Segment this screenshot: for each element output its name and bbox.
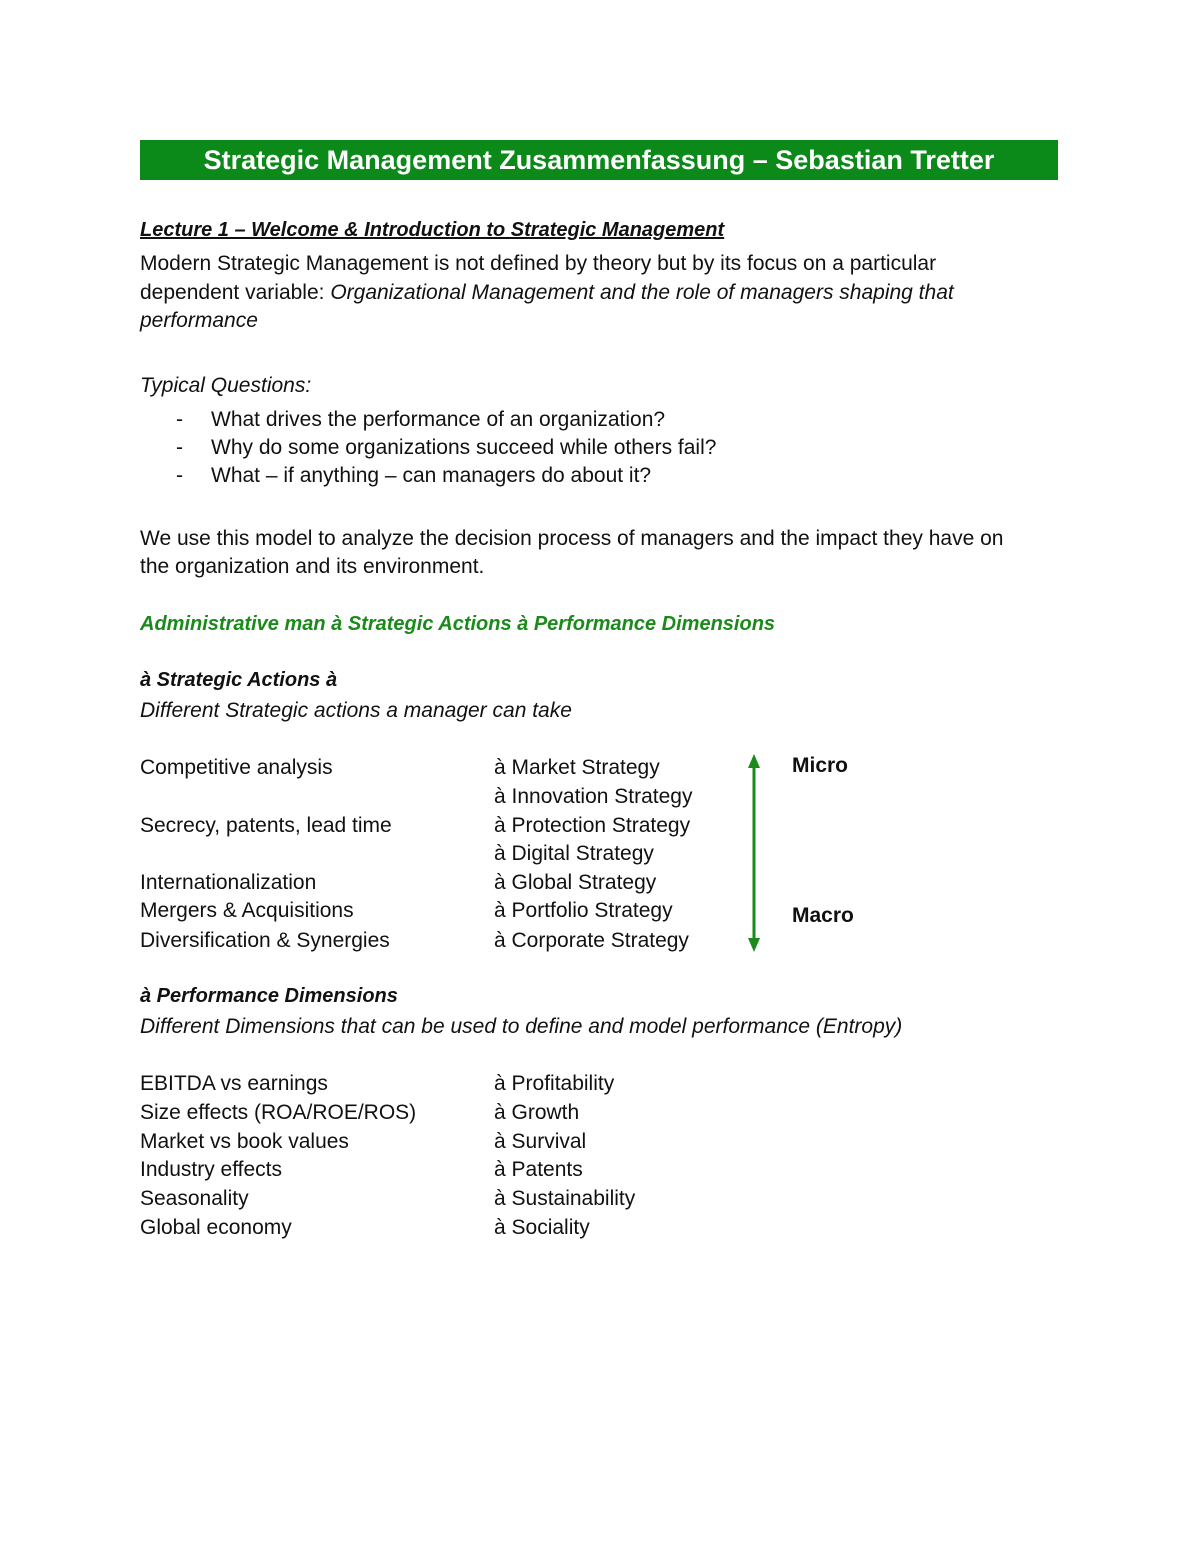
chain-arrow-1: à: [331, 613, 343, 635]
table-row-left: Internationalization: [140, 871, 317, 894]
performance-dimensions-heading: [140, 985, 398, 1008]
intro-line-2-plain: dependent variable:: [140, 281, 331, 304]
micro-label: Micro: [792, 754, 849, 777]
table-row-right: à Global Strategy: [494, 871, 657, 894]
list-item: What drives the performance of an organization?: [211, 408, 666, 431]
table-row-left: Global economy: [140, 1216, 292, 1239]
chain-arrow-2: à: [517, 613, 529, 635]
document-title: [140, 140, 1058, 180]
table-row-left: EBITDA vs earnings: [140, 1072, 328, 1095]
chain-part-1: Administrative man: [140, 613, 332, 635]
macro-label: Macro: [792, 904, 854, 927]
performance-dimensions-subtitle: Different Dimensions that can be used to define and model performance (Entropy): [140, 1015, 903, 1038]
intro-line-1: Modern Strategic Management is not defined by theory but by its focus on a particular: [140, 252, 937, 275]
table-row-right: à Corporate Strategy: [494, 929, 689, 952]
table-row-right: à Portfolio Strategy: [494, 899, 673, 922]
heading-text: Strategic Actions: [151, 669, 326, 691]
chain-part-2: Strategic Actions: [342, 613, 518, 635]
list-dash: -: [176, 436, 183, 459]
list-dash: -: [176, 408, 183, 431]
lecture-heading: Lecture 1 – Welcome & Introduction to Strategic Management: [140, 219, 725, 241]
table-row-right: à Digital Strategy: [494, 842, 654, 865]
micro-macro-double-arrow-icon: [744, 752, 764, 954]
table-row-right: à Profitability: [494, 1072, 615, 1095]
intro-line-3: performance: [140, 309, 258, 332]
table-row-right: à Protection Strategy: [494, 814, 691, 837]
typical-questions-label: Typical Questions:: [140, 374, 312, 397]
heading-arrow: à: [140, 669, 152, 691]
table-row-right: à Sustainability: [494, 1187, 636, 1210]
intro-line-2-italic: Organizational Management and the role of managers shaping that: [330, 281, 954, 304]
list-dash: -: [176, 464, 183, 487]
heading-arrow: à: [140, 985, 152, 1007]
table-row-left: Diversification & Synergies: [140, 929, 390, 952]
strategic-actions-subtitle: Different Strategic actions a manager can take: [140, 699, 572, 722]
table-row-right: à Patents: [494, 1158, 583, 1181]
table-row-left: Market vs book values: [140, 1130, 349, 1153]
table-row-left: Size effects (ROA/ROE/ROS): [140, 1101, 417, 1124]
heading-text: Performance Dimensions: [151, 985, 398, 1007]
list-item: What – if anything – can managers do about it?: [211, 464, 652, 487]
document-title-text: Strategic Management Zusammenfassung – Sebastian Tretter: [203, 144, 995, 175]
list-item: Why do some organizations succeed while others fail?: [211, 436, 717, 459]
heading-arrow: à: [325, 669, 338, 691]
strategic-actions-heading: [140, 669, 337, 692]
table-row-right: à Market Strategy: [494, 756, 660, 779]
table-row-left: Secrecy, patents, lead time: [140, 814, 392, 837]
chain-part-3: Performance Dimensions: [528, 613, 776, 635]
intro-line-2: [140, 281, 954, 305]
table-row-right: à Innovation Strategy: [494, 785, 693, 808]
table-row-right: à Survival: [494, 1130, 587, 1153]
table-row-left: Industry effects: [140, 1158, 283, 1181]
table-row-right: à Sociality: [494, 1216, 590, 1239]
model-text-line-1: We use this model to analyze the decision process of managers and the impact they have on: [140, 527, 1004, 550]
table-row-left: Mergers & Acquisitions: [140, 899, 354, 922]
table-row-left: Competitive analysis: [140, 756, 333, 779]
table-row-left: Seasonality: [140, 1187, 249, 1210]
model-text-line-2: the organization and its environment.: [140, 555, 485, 578]
model-chain: [140, 613, 775, 636]
table-row-right: à Growth: [494, 1101, 580, 1124]
